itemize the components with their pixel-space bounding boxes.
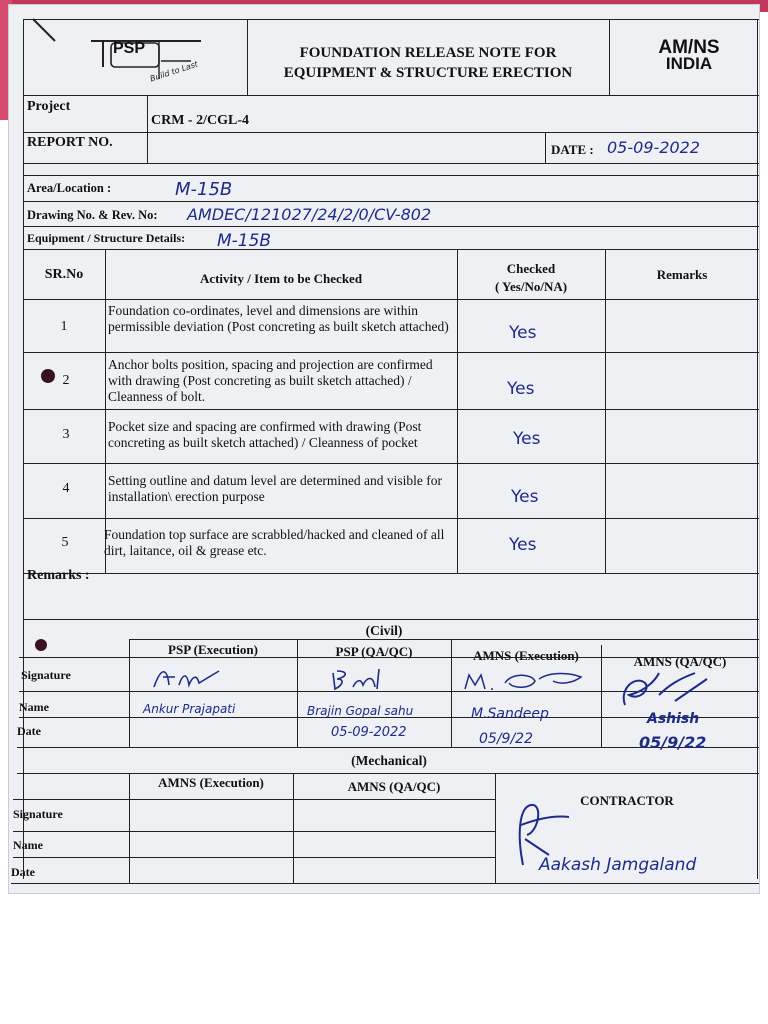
mech-col-amns-qaqc: AMNS (QA/QC) xyxy=(347,779,441,794)
table-header-top xyxy=(23,249,759,250)
row-2-sr: 2 xyxy=(62,373,70,388)
civil-name-label: Name xyxy=(19,700,49,714)
contractor-name: Aakash Jamgaland xyxy=(539,855,697,875)
signature-amns-exec xyxy=(461,667,601,695)
border-left xyxy=(23,19,24,879)
line-equipment-top xyxy=(23,226,759,227)
form-sheet xyxy=(8,4,760,894)
civil-col-amns-exec: AMNS (Execution) xyxy=(473,648,579,663)
header-checked-1: Checked xyxy=(506,261,556,276)
civil-top xyxy=(23,619,759,620)
area-label: Area/Location : xyxy=(27,181,112,195)
civil-date-amns-exec: 05/9/22 xyxy=(479,731,533,747)
border-right xyxy=(757,19,758,879)
project-value: CRM - 2/CGL-4 xyxy=(151,113,249,128)
mechanical-title: (Mechanical) xyxy=(351,753,427,768)
civil-col-psp-exec: PSP (Execution) xyxy=(168,642,258,657)
mech-name-top xyxy=(13,831,495,832)
row-1-activity: Foundation co-ordinates, level and dimensions are within permissible deviation (Post concreting as built sketch attached) xyxy=(108,303,449,334)
civil-title-bottom xyxy=(129,639,759,640)
mech-name-label: Name xyxy=(13,838,43,852)
header-activity: Activity / Item to be Checked xyxy=(199,271,363,286)
civil-date-amns-qaqc: 05/9/22 xyxy=(639,733,707,752)
col-divider-2 xyxy=(457,249,458,573)
civil-name-amns-qaqc: Ashish xyxy=(647,711,700,727)
mech-divider-2 xyxy=(293,773,294,883)
signature-psp-exec xyxy=(149,663,239,691)
row-4-sr: 4 xyxy=(62,481,70,496)
date-divider xyxy=(545,132,546,163)
civil-name-psp-qaqc: Brajin Gopal sahu xyxy=(307,704,414,718)
row-1-bottom xyxy=(23,352,759,353)
civil-divider-4 xyxy=(601,645,602,747)
area-value: M-15B xyxy=(175,179,233,200)
row-4-checked: Yes xyxy=(511,487,539,507)
civil-divider-2 xyxy=(297,639,298,747)
civil-signature-label: Signature xyxy=(21,668,71,682)
equipment-label: Equipment / Structure Details: xyxy=(27,231,186,245)
civil-date-label: Date xyxy=(17,724,41,738)
row-5-checked: Yes xyxy=(509,535,537,555)
fields-divider xyxy=(147,95,148,163)
row-1-sr: 1 xyxy=(60,319,68,334)
row-3-checked: Yes xyxy=(513,429,541,449)
mech-divider-1 xyxy=(129,773,130,883)
project-label: Project xyxy=(27,99,71,114)
title-line-1: FOUNDATION RELEASE NOTE FOR xyxy=(299,45,557,61)
civil-col-amns-qaqc: AMNS (QA/QC) xyxy=(633,654,727,669)
header-divider-2 xyxy=(609,19,610,95)
header-divider-1 xyxy=(247,19,248,95)
mech-bottom xyxy=(11,883,759,884)
drawing-value: AMDEC/121027/24/2/0/CV-802 xyxy=(187,205,432,224)
mech-divider-3 xyxy=(495,773,496,883)
civil-divider-3 xyxy=(451,639,452,747)
row-2-checked: Yes xyxy=(507,379,535,399)
civil-name-amns-exec: M.Sandeep xyxy=(471,706,549,722)
mech-col-amns-exec: AMNS (Execution) xyxy=(158,775,264,790)
row-1-checked: Yes xyxy=(509,323,537,343)
row-3-activity: Pocket size and spacing are confirmed with drawing (Post concreting as built sketch attached) / Cleanness of pocket xyxy=(108,419,422,450)
report-no-label: REPORT NO. xyxy=(27,135,113,150)
row-2-activity: Anchor bolts position, spacing and projection are confirmed with drawing (Post concreting as built sketch attached) / Cleanness of bolt. xyxy=(108,357,433,404)
remarks-label: Remarks : xyxy=(27,568,90,583)
date-value: 05-09-2022 xyxy=(607,138,700,157)
mech-date-top xyxy=(13,857,495,858)
signature-psp-qaqc xyxy=(329,665,409,693)
amns-logo-line-1: AM/NS xyxy=(658,37,720,58)
row-4-activity: Setting outline and datum level are determined and visible for installation\ erection purpose xyxy=(108,473,443,504)
header-checked-2: ( Yes/No/NA) xyxy=(494,279,568,294)
line-drawing-top xyxy=(23,201,759,202)
civil-name-psp-exec: Ankur Prajapati xyxy=(143,702,236,716)
line-report-bottom xyxy=(23,163,759,164)
line-report-top xyxy=(23,132,759,133)
mech-sig-top xyxy=(13,799,495,800)
civil-sig-top xyxy=(19,657,759,658)
title-line-2: EQUIPMENT & STRUCTURE ERECTION xyxy=(283,65,573,81)
psp-logo-text: PSP xyxy=(113,40,146,57)
mech-date-label: Date xyxy=(11,865,35,879)
col-divider-1 xyxy=(105,249,106,573)
line-area-top xyxy=(23,175,759,176)
psp-tagline: Build to Last xyxy=(148,59,200,84)
civil-col-psp-qaqc: PSP (QA/QC) xyxy=(335,644,413,659)
header-remarks: Remarks xyxy=(656,267,708,282)
signature-amns-qaqc xyxy=(615,665,715,709)
amns-logo-line-2: INDIA xyxy=(665,54,713,73)
equipment-value: M-15B xyxy=(217,231,272,251)
row-5-sr: 5 xyxy=(61,535,69,550)
row-3-sr: 3 xyxy=(62,427,70,442)
drawing-label: Drawing No. & Rev. No: xyxy=(27,208,158,222)
row-3-bottom xyxy=(23,463,759,464)
contractor-label: CONTRACTOR xyxy=(580,793,674,808)
hole-punch-mark-2 xyxy=(35,639,47,651)
mech-signature-label: Signature xyxy=(13,807,63,821)
row-4-bottom xyxy=(23,518,759,519)
header-srno: SR.No xyxy=(44,267,84,282)
civil-divider-1 xyxy=(129,639,130,747)
col-divider-3 xyxy=(605,249,606,573)
row-5-bottom xyxy=(23,573,759,574)
civil-title: (Civil) xyxy=(365,623,403,638)
row-2-bottom xyxy=(23,409,759,410)
row-5-activity: Foundation top surface are scrabbled/hacked and cleaned of all dirt, laitance, oil & grease etc. xyxy=(104,527,445,558)
date-label: DATE : xyxy=(551,142,594,157)
table-header-bottom xyxy=(23,299,759,300)
line-project-top xyxy=(23,95,759,96)
civil-date-psp-qaqc: 05-09-2022 xyxy=(331,725,407,740)
